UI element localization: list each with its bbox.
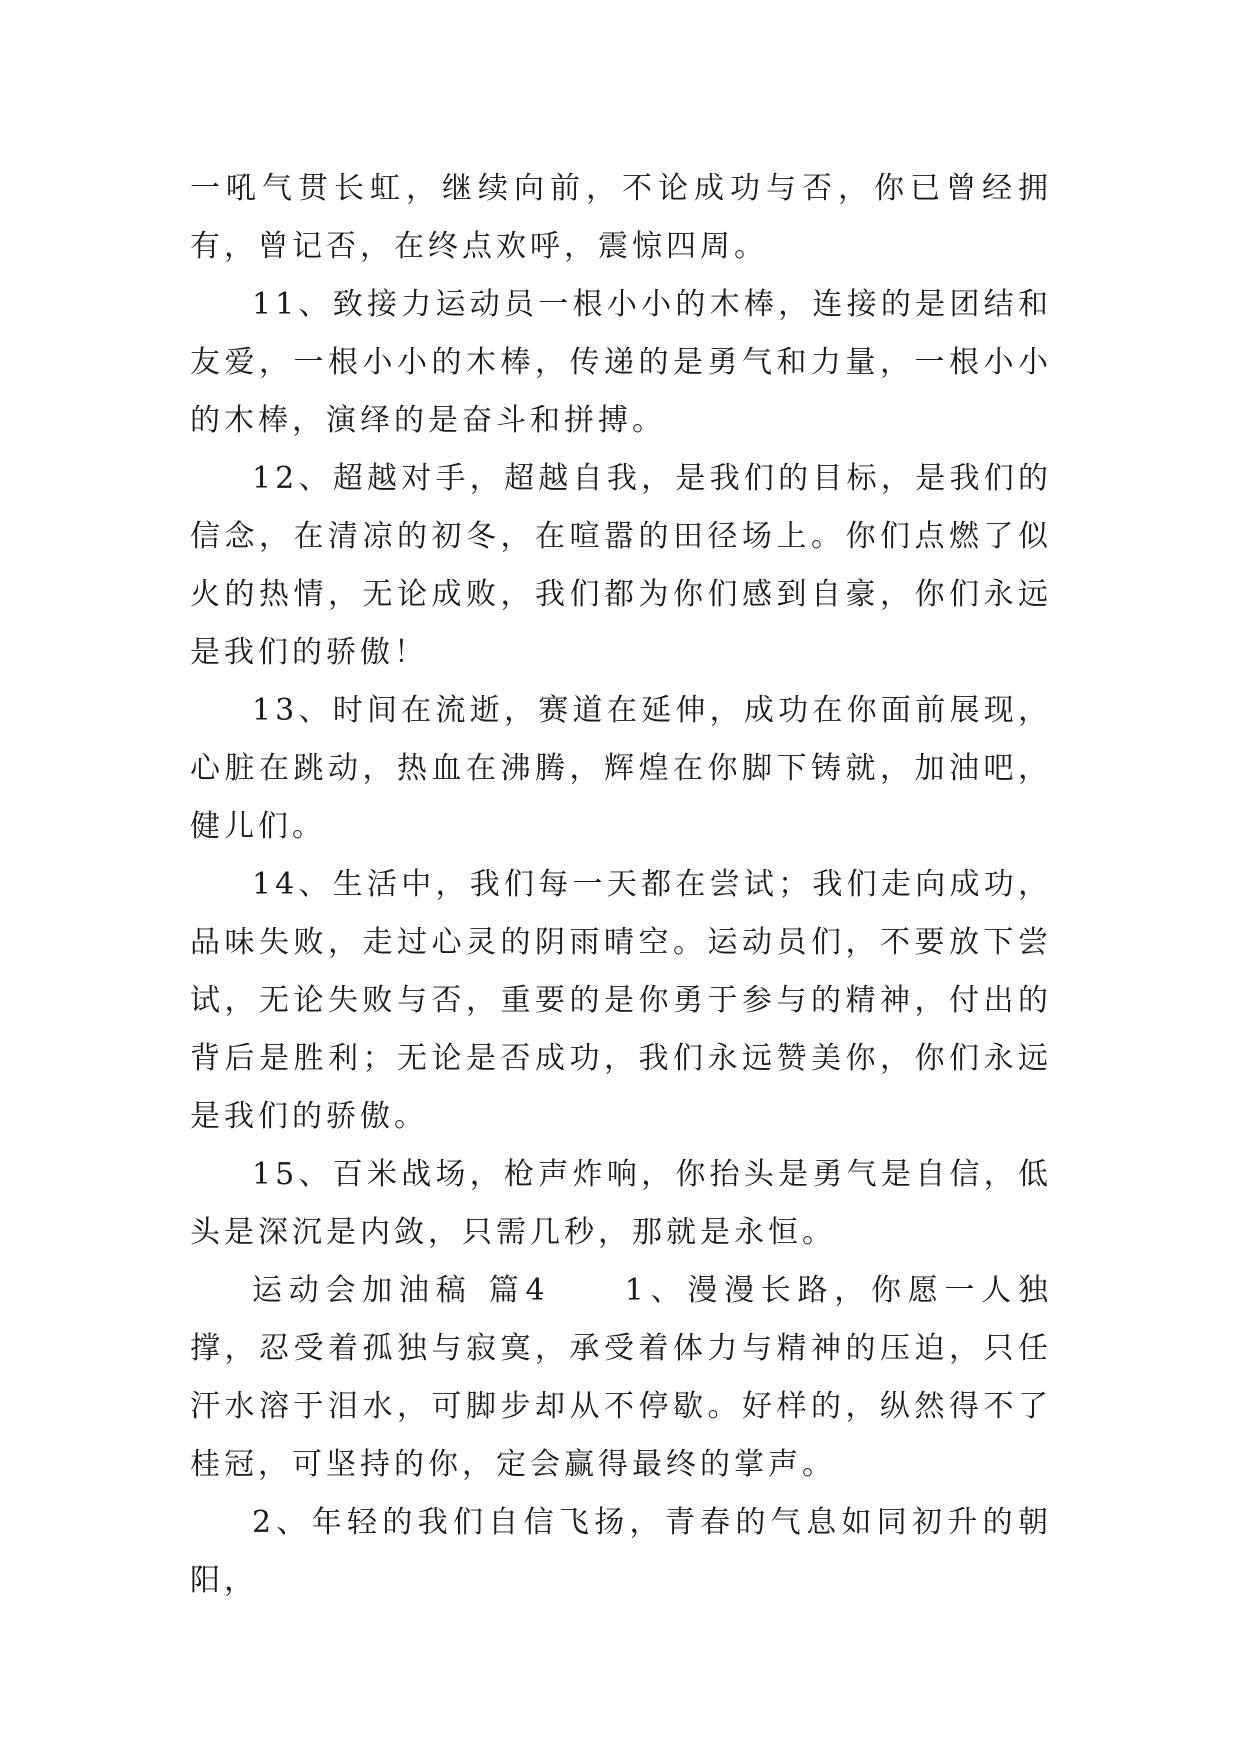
paragraph-5: 15、百米战场，枪声炸响，你抬头是勇气是自信，低头是深沉是内敛，只需几秒，那就是永恒。 — [190, 1157, 1052, 1250]
paragraph-3: 13、时间在流逝，赛道在延伸，成功在你面前展现，心脏在跳动，热血在沸腾，辉煌在你脚下铸就，加油吧，健儿们。 — [190, 693, 1052, 844]
paragraph-7: 2、年轻的我们自信飞扬，青春的气息如同初升的朝阳， — [190, 1505, 1052, 1598]
paragraph-2: 12、超越对手，超越自我，是我们的目标，是我们的信念，在清凉的初冬，在喧嚣的田径场上。你们点燃了似火的热情，无论成败，我们都为你们感到自豪，你们永远是我们的骄傲！ — [190, 461, 1052, 670]
document-page — [190, 160, 1052, 1610]
paragraph-4: 14、生活中，我们每一天都在尝试；我们走向成功，品味失败，走过心灵的阴雨晴空。运动员们，不要放下尝试，无论失败与否，重要的是你勇于参与的精神，付出的背后是胜利；无论是否成功，我们永远赞美你，你们永远是我们的骄傲。 — [190, 867, 1052, 1134]
paragraph-1: 11、致接力运动员一根小小的木棒，连接的是团结和友爱，一根小小的木棒，传递的是勇气和力量，一根小小的木棒，演绎的是奋斗和拼搏。 — [190, 287, 1052, 438]
paragraph-6: 运动会加油稿 篇4 1、漫漫长路，你愿一人独撑，忍受着孤独与寂寞，承受着体力与精神的压迫，只任汗水溶于泪水，可脚步却从不停歇。好样的，纵然得不了桂冠，可坚持的你，定会赢得最终的掌声。 — [190, 1273, 1052, 1482]
paragraph-0: 一吼气贯长虹，继续向前，不论成功与否，你已曾经拥有，曾记否，在终点欢呼，震惊四周。 — [190, 171, 1052, 264]
